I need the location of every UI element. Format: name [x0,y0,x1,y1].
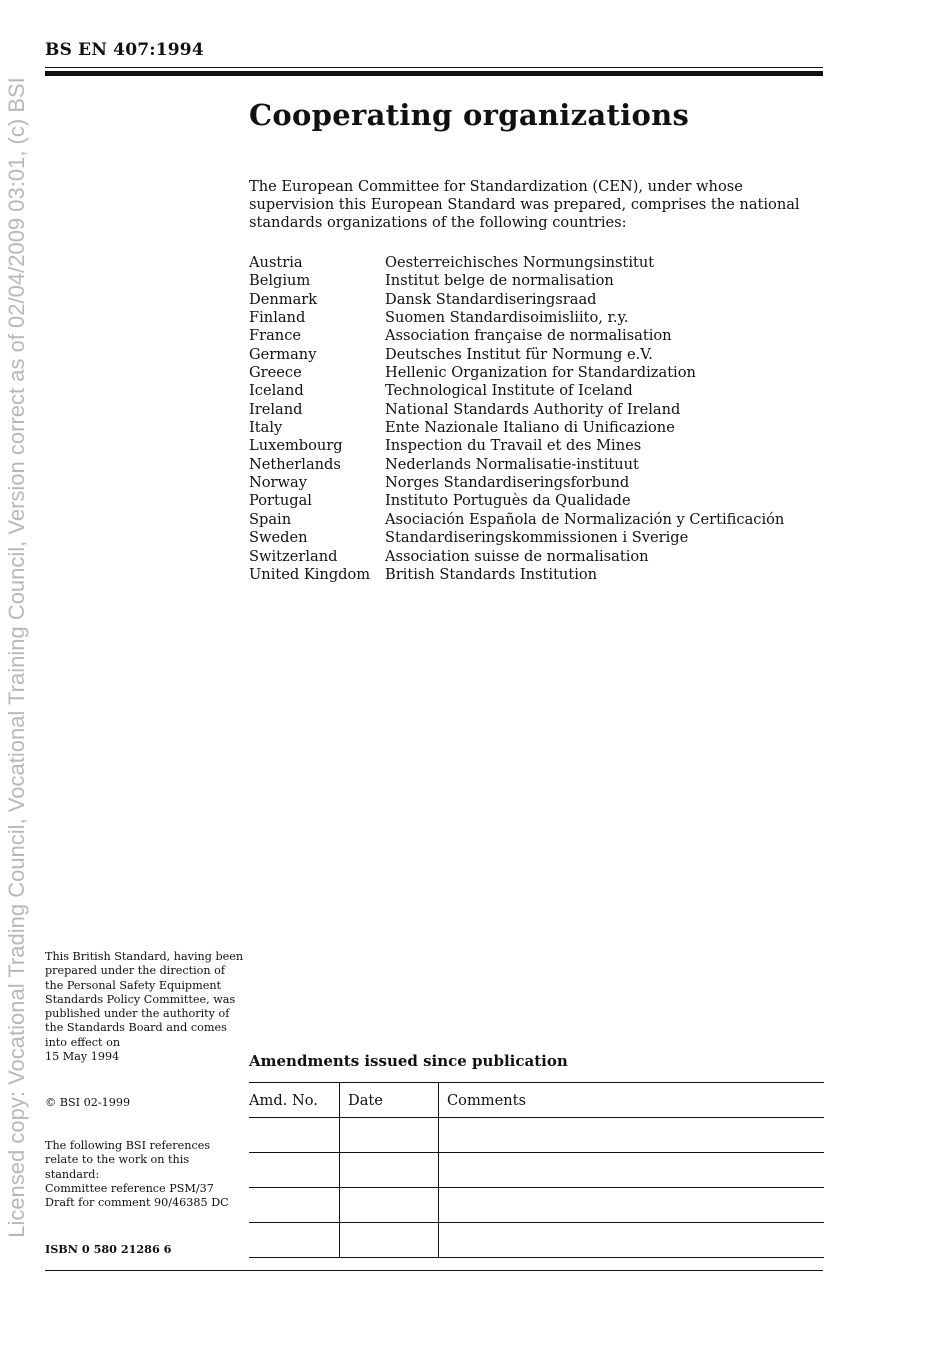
references-note [45,1139,245,1210]
country-row [249,272,784,290]
page-title: Cooperating organizations [249,98,690,132]
organization-name: Asociación Española de Normalización y Certificación [385,510,785,528]
country-row [249,309,784,327]
country-name: Denmark [249,290,318,308]
amendment-cell [439,1118,825,1153]
committee-reference: Committee reference PSM/37 [45,1181,214,1195]
organization-name: Institut belge de normalisation [385,272,614,290]
organization-name: Norges Standardiseringsforbund [385,474,630,492]
country-name: France [249,327,302,345]
effective-date: 15 May 1994 [45,1050,120,1064]
country-row [249,419,784,437]
country-row [249,382,784,400]
amendment-cell [340,1223,439,1258]
country-row [249,456,784,474]
country-name: Sweden [249,529,308,547]
organization-name: Dansk Standardiseringsraad [385,290,597,308]
country-name: Spain [249,510,292,528]
organization-name: Deutsches Institut für Normung e.V. [385,345,653,363]
country-list [249,254,784,584]
country-name: Iceland [249,382,304,400]
country-row [249,327,784,345]
country-name: Norway [249,474,307,492]
country-name: Switzerland [249,547,338,565]
amendment-row [249,1118,824,1153]
country-name: Portugal [249,492,312,510]
country-row [249,364,784,382]
amd-no-header: Amd. No. [249,1083,340,1118]
country-row [249,291,784,309]
country-row [249,548,784,566]
country-row [249,401,784,419]
country-row [249,254,784,272]
amendment-cell [439,1188,825,1223]
organization-name: Standardiseringskommissionen i Sverige [385,529,689,547]
amendment-cell [340,1153,439,1188]
organization-name: Association suisse de normalisation [385,547,649,565]
country-row [249,437,784,455]
country-row [249,566,784,584]
country-name: United Kingdom [249,565,371,583]
organization-name: Inspection du Travail et des Mines [385,437,642,455]
publication-note-text: This British Standard, having been prepared under the direction of the Personal Safety Equipment Standards Policy Committee, was published under the authority of the Standards Board and comes into effect on [45,950,244,1049]
organization-name: Hellenic Organization for Standardization [385,364,696,382]
country-row [249,511,784,529]
amendment-cell [340,1118,439,1153]
organization-name: Instituto Portuguès da Qualidade [385,492,631,510]
comments-header: Comments [439,1083,825,1118]
country-name: Italy [249,419,283,437]
country-row [249,529,784,547]
country-name: Finland [249,309,306,327]
publication-note [45,950,245,1064]
isbn: ISBN 0 580 21286 6 [45,1242,172,1256]
document-id: BS EN 407:1994 [45,40,204,60]
organization-name: Nederlands Normalisatie-instituut [385,455,639,473]
organization-name: Association française de normalisation [385,327,672,345]
draft-reference: Draft for comment 90/46385 DC [45,1196,229,1210]
references-intro: The following BSI references relate to the work on this standard: [45,1139,211,1181]
organization-name: Oesterreichisches Normungsinstitut [385,254,655,271]
country-name: Greece [249,364,302,382]
country-name: Luxembourg [249,437,343,455]
copyright-note: © BSI 02-1999 [45,1096,131,1109]
license-watermark: Licensed copy: Vocational Trading Council, Vocational Training Council, Version correct as of 02/04/2009 03:01, (c) BSI [4,77,29,1238]
amendment-row [249,1188,824,1223]
organization-name: Suomen Standardisoimisliito, r.y. [385,309,629,327]
date-header: Date [340,1083,439,1118]
amendment-row [249,1223,824,1258]
country-row [249,346,784,364]
amendment-cell [439,1153,825,1188]
header-thick-rule [45,71,823,76]
country-row [249,492,784,510]
amendment-cell [340,1188,439,1223]
country-name: Germany [249,345,317,363]
footer-rule [45,1270,823,1271]
amendment-cell [249,1118,340,1153]
amendments-header-row [249,1083,824,1118]
amendment-cell [439,1223,825,1258]
country-name: Austria [249,254,303,271]
organization-name: British Standards Institution [385,565,598,583]
country-name: Netherlands [249,455,341,473]
amendments-title: Amendments issued since publication [249,1052,568,1070]
country-row [249,474,784,492]
country-name: Belgium [249,272,311,290]
organization-name: National Standards Authority of Ireland [385,400,681,418]
header-thin-rule [45,67,823,68]
intro-paragraph: The European Committee for Standardization (CEN), under whose supervision this European Standard was prepared, comprises the national standards organizations of the following countries: [249,178,800,231]
organization-name: Technological Institute of Iceland [385,382,633,400]
amendment-cell [249,1153,340,1188]
amendment-cell [249,1223,340,1258]
amendment-cell [249,1188,340,1223]
amendment-row [249,1153,824,1188]
country-name: Ireland [249,400,303,418]
organization-name: Ente Nazionale Italiano di Unificazione [385,419,675,437]
amendments-table [249,1082,824,1258]
